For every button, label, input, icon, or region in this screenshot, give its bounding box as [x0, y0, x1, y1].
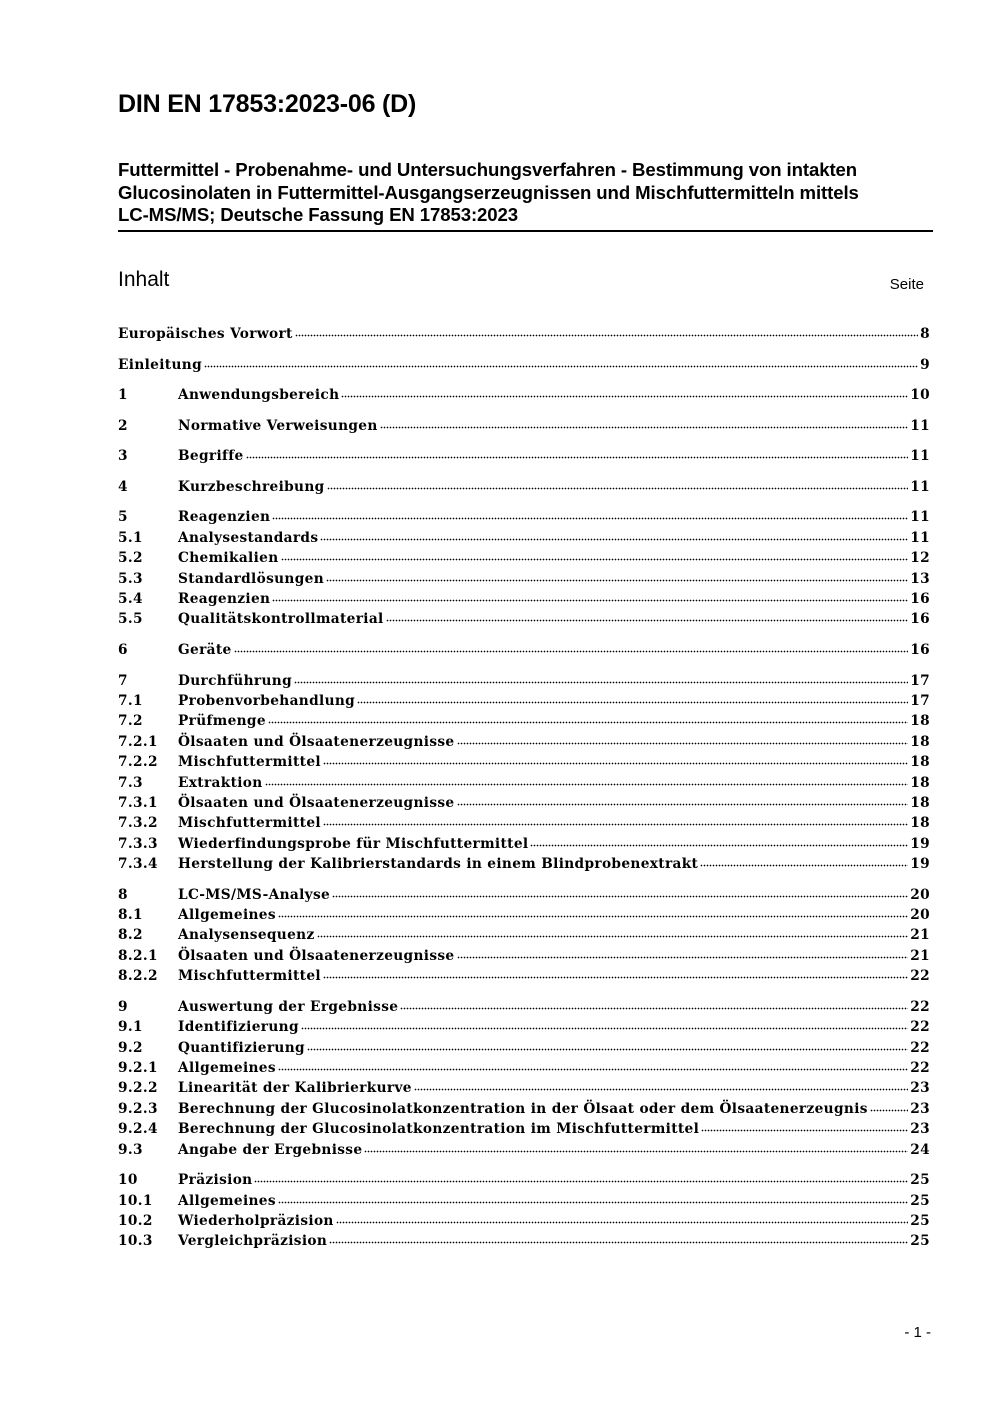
toc-dot-leader [870, 1099, 908, 1113]
toc-dot-leader [320, 528, 908, 542]
toc-entry[interactable] [118, 854, 930, 874]
toc-entry-page: 18 [910, 713, 930, 730]
toc-entry-title: Begriffe [178, 448, 244, 465]
toc-dot-leader [317, 925, 909, 939]
toc-entry-title: Berechnung der Glucosinolatkonzentration im Mischfuttermittel [178, 1121, 700, 1138]
toc-dot-leader [278, 905, 908, 919]
toc-entry-number: 5.1 [118, 529, 143, 546]
toc-entry-number: 5.4 [118, 591, 143, 608]
toc-dot-leader [246, 446, 909, 460]
toc-entry-title: LC-MS/MS-Analyse [178, 886, 331, 903]
toc-entry[interactable] [118, 569, 930, 589]
toc-entry-page: 19 [910, 835, 930, 852]
toc-entry-title: Ölsaaten und Ölsaatenerzeugnisse [178, 733, 455, 750]
toc-entry-title: Angabe der Ergebnisse [178, 1141, 363, 1158]
toc-dot-leader [272, 507, 908, 521]
toc-entry-page: 16 [910, 591, 930, 608]
toc-entry-page: 18 [910, 815, 930, 832]
toc-entry[interactable] [118, 1140, 930, 1160]
toc-entry-number: 4 [118, 478, 128, 495]
toc-entry-number: 5 [118, 509, 128, 526]
toc-dot-leader [530, 834, 908, 848]
toc-entry[interactable] [118, 416, 930, 436]
toc-entry-page: 11 [910, 509, 930, 526]
toc-entry-title: Anwendungsbereich [178, 387, 340, 404]
toc-entry-number: 9.3 [118, 1141, 143, 1158]
toc-entry[interactable] [118, 1017, 930, 1037]
toc-entry-title: Linearität der Kalibrierkurve [178, 1080, 412, 1097]
toc-entry-number: 7 [118, 672, 128, 689]
toc-entry-number: 10.3 [118, 1233, 153, 1250]
toc-entry-page: 23 [910, 1121, 930, 1138]
toc-entry-title: Einleitung [118, 356, 202, 373]
toc-entry-title: Chemikalien [178, 550, 279, 567]
toc-dot-leader [326, 569, 908, 583]
toc-entry-title: Geräte [178, 642, 232, 658]
toc-entry[interactable] [118, 1170, 930, 1190]
toc-entry[interactable] [118, 1211, 930, 1231]
toc-entry[interactable] [118, 671, 930, 691]
toc-entry-page: 18 [910, 774, 930, 791]
toc-entry[interactable] [118, 1078, 930, 1098]
toc-entry-number: 8.2.2 [118, 968, 158, 985]
toc-entry-title: Quantifizierung [178, 1039, 305, 1056]
toc-entry-title: Wiederholpräzision [178, 1212, 334, 1229]
toc-entry-title: Extraktion [178, 774, 263, 791]
toc-entry-title: Prüfmenge [178, 713, 266, 730]
toc-entry-number: 9.1 [118, 1019, 143, 1036]
toc-entry-page: 19 [910, 856, 930, 873]
toc-dot-leader [265, 773, 909, 787]
toc-entry-number: 2 [118, 417, 128, 434]
toc-entry-title: Allgemeines [178, 1192, 276, 1209]
toc-dot-leader [357, 691, 908, 705]
toc-entry-number: 10.1 [118, 1192, 153, 1209]
toc-entry-number: 7.3.1 [118, 794, 158, 811]
toc-entry[interactable] [118, 355, 930, 375]
toc-entry[interactable] [118, 324, 930, 344]
toc-entry-page: 22 [910, 1019, 930, 1036]
toc-dot-leader [701, 1119, 908, 1133]
toc-dot-leader [414, 1078, 908, 1092]
toc-entry-number: 9 [118, 998, 128, 1015]
toc-entry-page: 22 [910, 1039, 930, 1056]
toc-entry-page: 12 [910, 550, 930, 567]
toc-entry-number: 8.2.1 [118, 947, 158, 964]
toc-entry[interactable] [118, 773, 930, 793]
toc-entry-page: 20 [910, 907, 930, 924]
toc-entry-page: 25 [910, 1233, 930, 1250]
toc-entry[interactable] [118, 1231, 930, 1251]
toc-entry[interactable] [118, 1119, 930, 1139]
toc-entry-number: 7.2 [118, 713, 143, 730]
toc-entry[interactable] [118, 1038, 930, 1058]
toc-entry[interactable] [118, 385, 930, 405]
toc-entry-page: 13 [910, 570, 930, 587]
toc-entry-number: 7.3.4 [118, 856, 158, 873]
toc-dot-leader [364, 1140, 908, 1154]
toc-dot-leader [380, 416, 909, 430]
toc-entry-page: 24 [910, 1141, 930, 1158]
toc-entry-number: 7.2.1 [118, 733, 158, 750]
toc-entry-number: 7.2.2 [118, 754, 158, 771]
toc-entry-number: 6 [118, 642, 128, 658]
toc-entry[interactable] [118, 640, 930, 660]
toc-dot-leader [457, 732, 909, 746]
toc-entry-number: 9.2.2 [118, 1080, 158, 1097]
toc-entry[interactable] [118, 925, 930, 945]
toc-entry-title: Ölsaaten und Ölsaatenerzeugnisse [178, 794, 455, 811]
toc-entry[interactable] [118, 793, 930, 813]
toc-entry-title: Durchführung [178, 672, 292, 689]
toc-entry-page: 16 [910, 642, 930, 658]
toc-entry-page: 18 [910, 754, 930, 771]
toc-dot-leader [457, 946, 909, 960]
toc-entry-page: 22 [910, 1059, 930, 1076]
toc-entry-number: 7.1 [118, 692, 143, 709]
toc-entry[interactable] [118, 1191, 930, 1211]
toc-dot-leader [278, 1058, 908, 1072]
document-title-line: Futtermittel - Probenahme- und Untersuchungsverfahren - Bestimmung von intakten [118, 159, 858, 180]
toc-entry-number: 9.2.3 [118, 1100, 158, 1117]
toc-entry-page: 11 [910, 448, 930, 465]
toc-dot-leader [278, 1191, 908, 1205]
toc-entry-page: 23 [910, 1100, 930, 1117]
toc-entry-page: 25 [910, 1172, 930, 1189]
toc-page-column-label: Seite [889, 276, 924, 293]
toc-entry[interactable] [118, 691, 930, 711]
toc-dot-leader [301, 1017, 908, 1031]
toc-entry-title: Allgemeines [178, 1059, 276, 1076]
toc-entry-page: 11 [910, 417, 930, 434]
toc-entry-title: Qualitätskontrollmaterial [178, 611, 384, 628]
toc-entry-title: Präzision [178, 1172, 253, 1189]
toc-entry-page: 10 [910, 387, 930, 404]
toc-entry-page: 20 [910, 886, 930, 903]
toc-entry-title: Wiederfindungsprobe für Mischfuttermittel [178, 835, 529, 852]
toc-entry-page: 8 [920, 326, 930, 342]
toc-entry[interactable] [118, 528, 930, 548]
toc-entry[interactable] [118, 752, 930, 772]
document-title-line: LC-MS/MS; Deutsche Fassung EN 17853:2023 [118, 204, 519, 225]
toc-entry-page: 21 [910, 927, 930, 944]
toc-entry-title: Normative Verweisungen [178, 417, 378, 434]
toc-dot-leader [254, 1170, 908, 1184]
toc-entry[interactable] [118, 446, 930, 466]
toc-entry-title: Reagenzien [178, 509, 271, 526]
toc-dot-leader [204, 355, 918, 369]
toc-dot-leader [336, 1211, 909, 1225]
toc-entry-number: 7.3 [118, 774, 143, 791]
toc-entry-title: Mischfuttermittel [178, 754, 321, 771]
toc-entry-page: 16 [910, 611, 930, 628]
toc-entry[interactable] [118, 946, 930, 966]
toc-entry-number: 5.5 [118, 611, 143, 628]
toc-dot-leader [294, 671, 908, 685]
toc-entry-page: 22 [910, 998, 930, 1015]
toc-entry[interactable] [118, 711, 930, 731]
toc-entry-title: Reagenzien [178, 591, 271, 608]
toc-entry-number: 9.2.4 [118, 1121, 158, 1138]
toc-dot-leader [332, 885, 908, 899]
toc-dot-leader [400, 997, 908, 1011]
toc-entry-number: 7.3.3 [118, 835, 158, 852]
toc-entry-number: 8.1 [118, 907, 143, 924]
toc-entry-title: Identifizierung [178, 1019, 299, 1036]
toc-entry[interactable] [118, 813, 930, 833]
toc-entry-page: 17 [910, 672, 930, 689]
toc-entry-page: 23 [910, 1080, 930, 1097]
toc-entry-title: Vergleichpräzision [178, 1233, 328, 1250]
toc-dot-leader [281, 548, 909, 562]
toc-entry[interactable] [118, 885, 930, 905]
toc-entry-title: Kurzbeschreibung [178, 478, 325, 495]
toc-entry-page: 25 [910, 1192, 930, 1209]
toc-dot-leader [323, 966, 908, 980]
toc-entry-page: 21 [910, 947, 930, 964]
toc-entry-number: 3 [118, 448, 128, 465]
toc-heading: Inhalt [118, 268, 170, 291]
toc-entry-number: 10 [118, 1172, 138, 1189]
toc-dot-leader [272, 589, 908, 603]
toc-entry-number: 9.2 [118, 1039, 143, 1056]
page-number: - 1 - [904, 1324, 931, 1341]
toc-dot-leader [327, 477, 909, 491]
toc-dot-leader [329, 1231, 908, 1245]
toc-entry-title: Auswertung der Ergebnisse [178, 998, 399, 1015]
toc-entry-page: 18 [910, 794, 930, 811]
toc-entry-page: 22 [910, 968, 930, 985]
toc-entry-page: 9 [920, 356, 930, 373]
document-title-line: Glucosinolaten in Futtermittel-Ausgangserzeugnissen und Mischfuttermitteln mittels [118, 181, 859, 203]
toc-entry-title: Ölsaaten und Ölsaatenerzeugnisse [178, 947, 455, 964]
toc-entry-number: 8.2 [118, 927, 143, 944]
toc-entry-number: 8 [118, 886, 128, 903]
toc-entry-title: Allgemeines [178, 907, 276, 924]
toc-dot-leader [457, 793, 909, 807]
toc-entry[interactable] [118, 905, 930, 925]
toc-entry-number: 5.3 [118, 570, 143, 587]
toc-entry[interactable] [118, 966, 930, 986]
toc-entry[interactable] [118, 834, 930, 854]
toc-entry-number: 5.2 [118, 550, 143, 567]
toc-dot-leader [323, 813, 908, 827]
toc-entry-number: 1 [118, 387, 128, 404]
toc-entry[interactable] [118, 548, 930, 568]
toc-entry-title: Mischfuttermittel [178, 815, 321, 832]
toc-dot-leader [234, 640, 909, 654]
document-title [118, 159, 933, 232]
toc-entry-title: Analysestandards [178, 529, 319, 546]
document-id: DIN EN 17853:2023-06 (D) [118, 90, 417, 118]
toc-entry[interactable] [118, 997, 930, 1017]
toc-dot-leader [307, 1038, 908, 1052]
toc-entry-page: 18 [910, 733, 930, 750]
toc-entry-title: Analysensequenz [178, 927, 315, 944]
toc-dot-leader [700, 854, 908, 868]
toc-entry-title: Herstellung der Kalibrierstandards in einem Blindprobenextrakt [178, 856, 699, 873]
toc-entry-page: 25 [910, 1212, 930, 1229]
toc-entry-title: Standardlösungen [178, 570, 325, 587]
toc-entry-title: Probenvorbehandlung [178, 692, 356, 709]
toc-entry-page: 17 [910, 692, 930, 709]
toc-entry-number: 9.2.1 [118, 1059, 158, 1076]
toc-entry-number: 10.2 [118, 1212, 153, 1229]
toc-entry[interactable] [118, 609, 930, 629]
table-of-contents [118, 324, 930, 1252]
toc-entry[interactable] [118, 477, 930, 497]
toc-dot-leader [268, 711, 908, 725]
toc-entry-title: Mischfuttermittel [178, 968, 321, 985]
toc-dot-leader [323, 752, 908, 766]
toc-entry[interactable] [118, 1099, 930, 1119]
toc-entry-title: Europäisches Vorwort [118, 326, 293, 342]
toc-entry-page: 11 [910, 478, 930, 495]
toc-dot-leader [386, 609, 909, 623]
toc-dot-leader [341, 385, 908, 399]
toc-entry-number: 7.3.2 [118, 815, 158, 832]
toc-entry[interactable] [118, 589, 930, 609]
toc-entry-page: 11 [910, 529, 930, 546]
toc-entry[interactable] [118, 1058, 930, 1078]
toc-entry[interactable] [118, 732, 930, 752]
toc-entry[interactable] [118, 507, 930, 527]
toc-entry-title: Berechnung der Glucosinolatkonzentration in der Ölsaat oder dem Ölsaatenerzeugnis [178, 1100, 868, 1117]
toc-dot-leader [295, 324, 918, 338]
